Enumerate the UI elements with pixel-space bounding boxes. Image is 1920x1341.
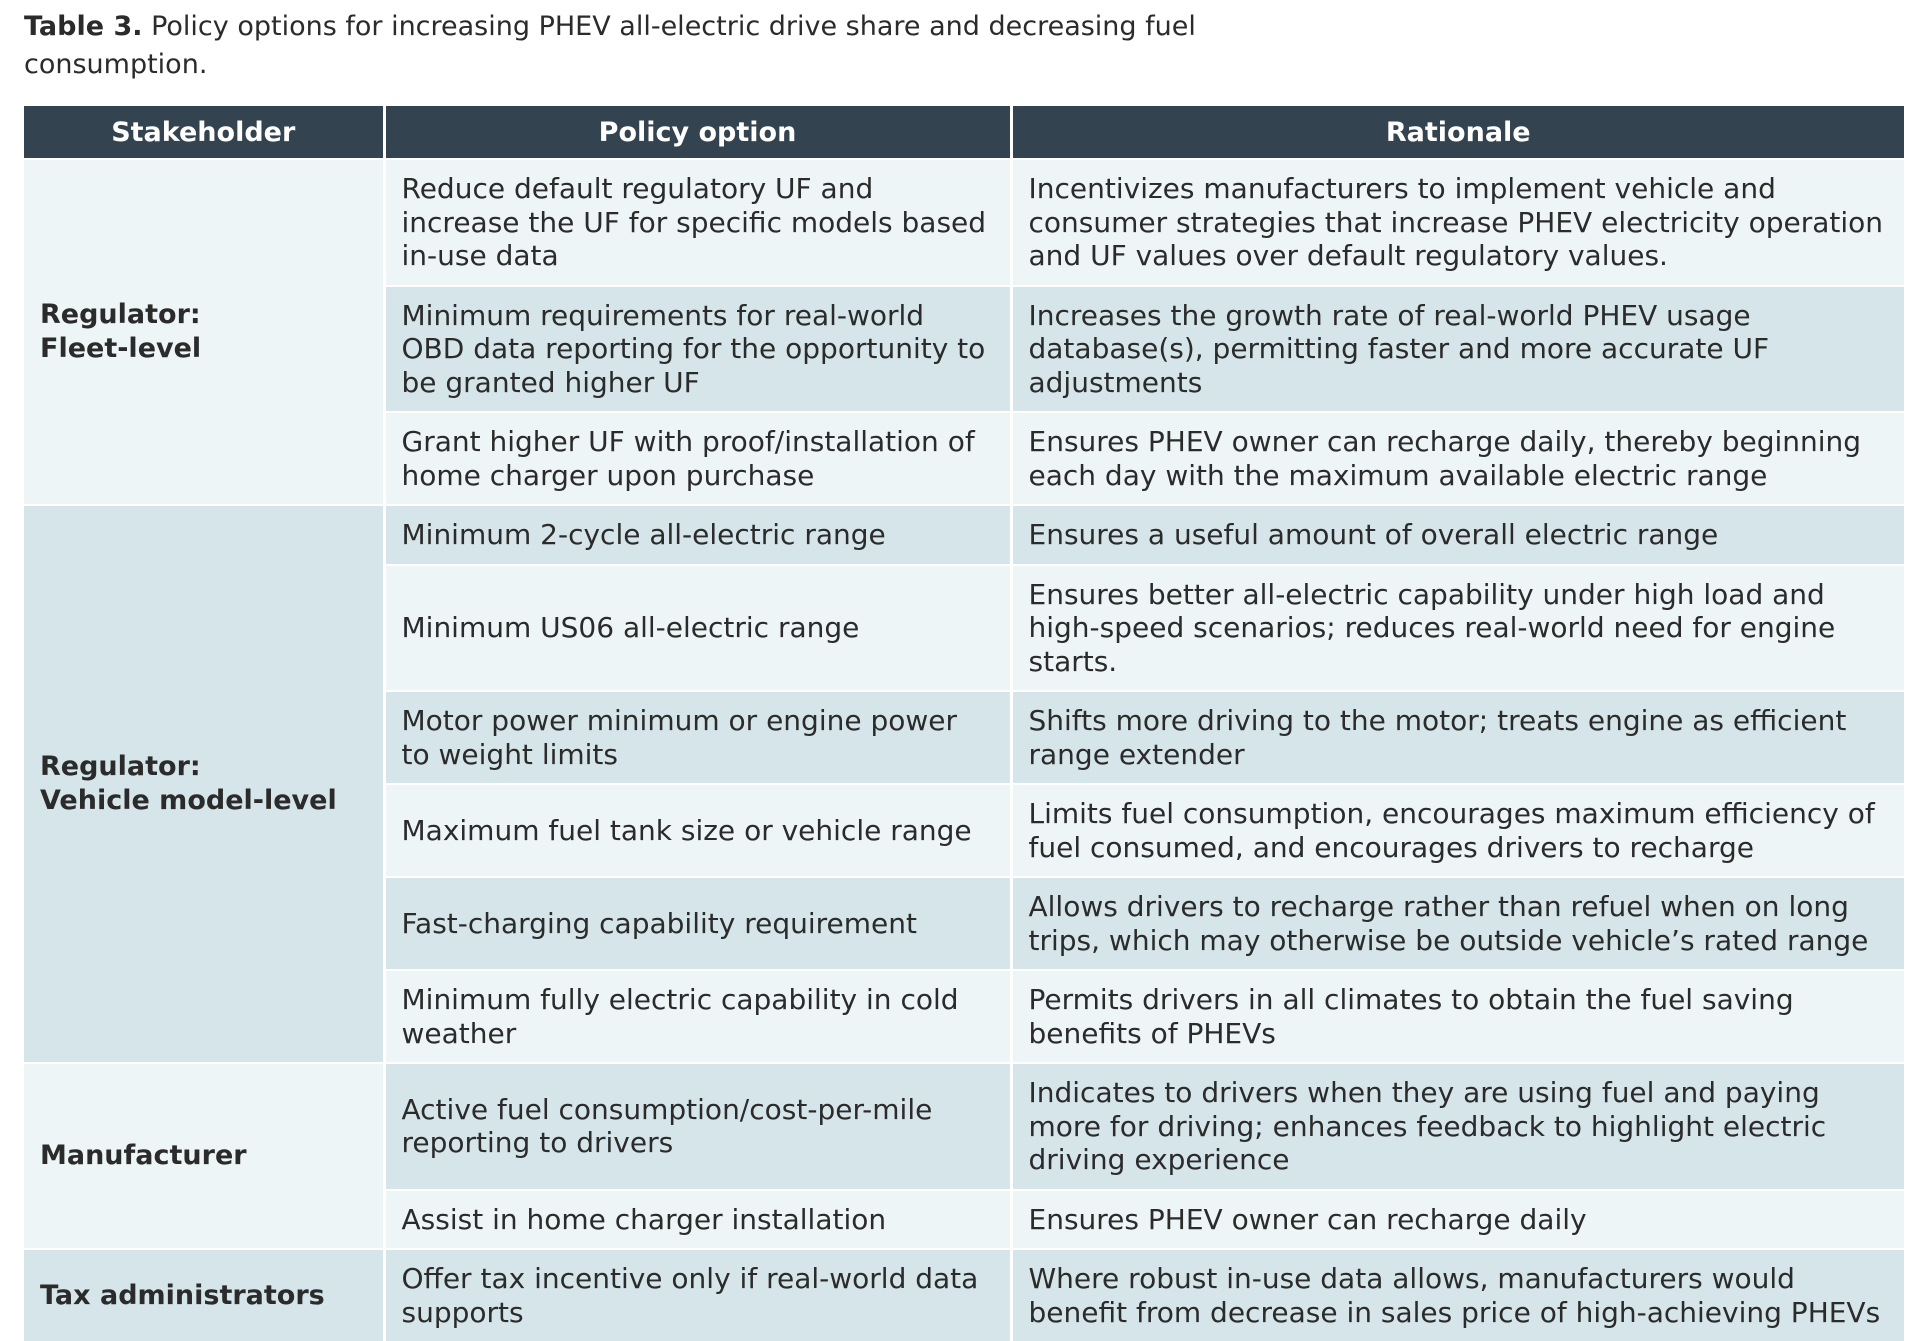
rationale-cell: Ensures PHEV owner can recharge daily, thereby beginning each day with the maximum available electric range — [1011, 412, 1904, 505]
stakeholder-label: Regulator: — [40, 299, 201, 330]
policy-cell: Minimum 2-cycle all-electric range — [384, 505, 1011, 565]
rationale-cell: Incentivizes manufacturers to implement vehicle and consumer strategies that increase PHEV electricity operation and UF values over default regulatory values. — [1011, 159, 1904, 286]
stakeholder-label: Regulator: — [40, 751, 201, 782]
table-row — [24, 505, 1904, 565]
header-rationale: Rationale — [1011, 106, 1904, 159]
header-policy-option: Policy option — [384, 106, 1011, 159]
table-caption — [24, 8, 1324, 84]
rationale-cell: Permits drivers in all climates to obtain the fuel saving benefits of PHEVs — [1011, 970, 1904, 1063]
policy-cell: Grant higher UF with proof/installation of home charger upon purchase — [384, 412, 1011, 505]
policy-cell: Offer tax incentive only if real-world data supports — [384, 1249, 1011, 1341]
caption-text: Policy options for increasing PHEV all-electric drive share and decreasing fuel consumption. — [24, 11, 1196, 80]
table-header-row — [24, 106, 1904, 159]
rationale-cell: Ensures PHEV owner can recharge daily — [1011, 1190, 1904, 1250]
rationale-cell: Limits fuel consumption, encourages maximum efficiency of fuel consumed, and encourages drivers to recharge — [1011, 784, 1904, 877]
policy-cell: Minimum US06 all-electric range — [384, 565, 1011, 692]
header-stakeholder: Stakeholder — [24, 106, 384, 159]
policy-cell: Assist in home charger installation — [384, 1190, 1011, 1250]
rationale-cell: Ensures a useful amount of overall electric range — [1011, 505, 1904, 565]
document — [24, 8, 1904, 1341]
stakeholder-cell — [24, 159, 384, 505]
policy-cell: Maximum fuel tank size or vehicle range — [384, 784, 1011, 877]
policy-cell: Active fuel consumption/cost-per-mile reporting to drivers — [384, 1063, 1011, 1190]
table-row — [24, 159, 1904, 286]
rationale-cell: Indicates to drivers when they are using fuel and paying more for driving; enhances feedback to highlight electric driving experience — [1011, 1063, 1904, 1190]
table-row — [24, 1249, 1904, 1341]
rationale-cell: Where robust in-use data allows, manufacturers would benefit from decrease in sales price of high-achieving PHEVs — [1011, 1249, 1904, 1341]
policy-cell: Minimum fully electric capability in cold weather — [384, 970, 1011, 1063]
stakeholder-sublabel: Vehicle model-level — [40, 785, 337, 816]
policy-cell: Reduce default regulatory UF and increase the UF for specific models based in-use data — [384, 159, 1011, 286]
policy-cell: Motor power minimum or engine power to weight limits — [384, 691, 1011, 784]
stakeholder-label: Tax administrators — [40, 1279, 325, 1311]
rationale-cell: Ensures better all-electric capability under high load and high-speed scenarios; reduces real-world need for engine starts. — [1011, 565, 1904, 692]
policy-cell: Fast-charging capability requirement — [384, 877, 1011, 970]
table-body — [24, 159, 1904, 1341]
stakeholder-cell — [24, 505, 384, 1063]
stakeholder-label: Manufacturer — [40, 1140, 247, 1171]
rationale-cell: Shifts more driving to the motor; treats engine as efficient range extender — [1011, 691, 1904, 784]
stakeholder-cell — [24, 1249, 384, 1341]
stakeholder-sublabel: Fleet-level — [40, 333, 202, 364]
rationale-cell: Increases the growth rate of real-world PHEV usage database(s), permitting faster and more accurate UF adjustments — [1011, 286, 1904, 413]
policy-cell: Minimum requirements for real-world OBD data reporting for the opportunity to be granted higher UF — [384, 286, 1011, 413]
rationale-cell: Allows drivers to recharge rather than refuel when on long trips, which may otherwise be outside vehicle’s rated range — [1011, 877, 1904, 970]
stakeholder-cell — [24, 1063, 384, 1249]
table-row — [24, 1063, 1904, 1190]
caption-label: Table 3. — [24, 11, 143, 42]
policy-table — [24, 106, 1904, 1341]
